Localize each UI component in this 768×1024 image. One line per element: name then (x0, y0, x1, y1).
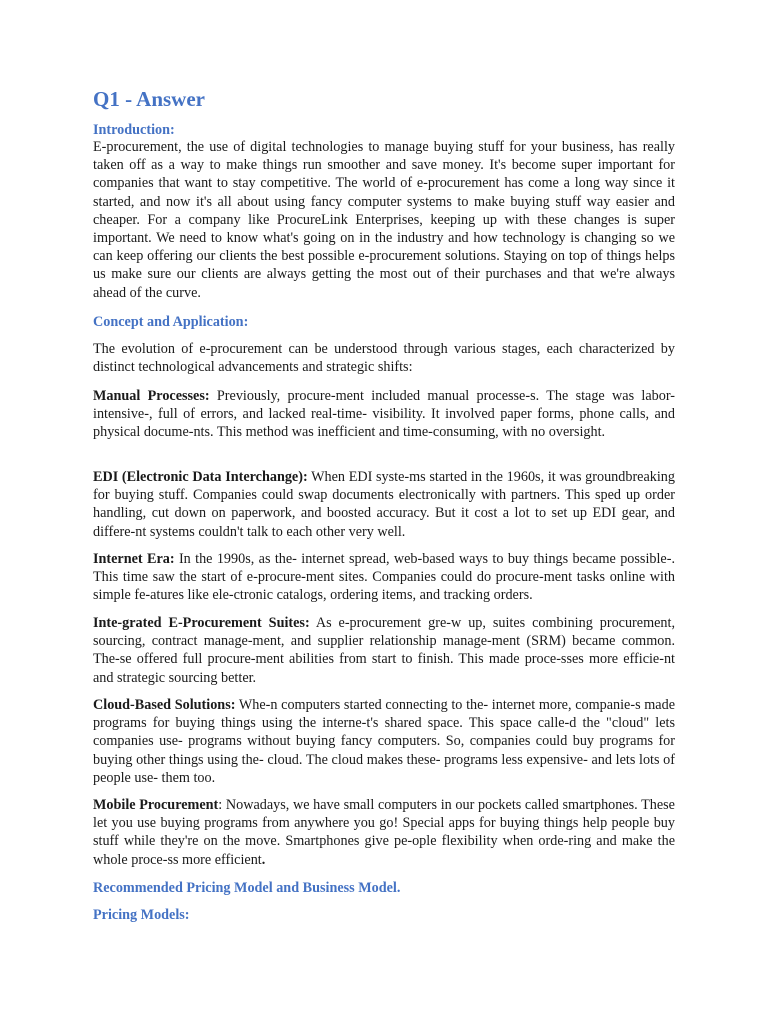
stage-text: As e-procurement gre-w up, suites combining procurement, sourcing, contract manage-ment, and supplier relationship manage-ment (SRM) became common. The-se offered full procure-ment abilities from start to finish. This made proce-sses more efficie-nt and strategic sourcing better. (93, 615, 675, 686)
stage-trailing-period: . (261, 851, 266, 868)
page-title: Q1 - Answer (93, 87, 205, 111)
stage-internet-era (93, 550, 675, 605)
stage-manual-processes (93, 387, 675, 442)
stage-cloud-based (93, 696, 675, 787)
stage-text: Whe-n computers started connecting to the- internet more, companie-s made programs for buying things using the interne-t's shared space. This space calle-d the "cloud" lets companies use- programs without buying fancy computers. So, companies could buy programs for buying other things using the- cloud. The cloud makes these- programs less expensive- and lets lots of people use- them too. (93, 697, 676, 786)
stage-term: Manual Processes: (93, 388, 210, 404)
introduction-paragraph: E-procurement, the use of digital technologies to manage buying stuff for your business, has really taken off as a way to make things run smoother and save money. It's become super important for companies that want to stay competitive. The world of e-procurement has come a long way since it started, and now it's all about using fancy computer systems to make buying stuff way easier and cheaper. For a company like ProcureLink Enterprises, keeping up with these changes is super important. We need to know what's going on in the industry and how technology is changing so we can keep offering our clients the best possible e-procurement solutions. Staying on top of things helps us make sure our clients are always getting the most out of their purchases and that we're always ahead of the curve. (93, 139, 675, 301)
stage-edi (93, 468, 675, 541)
stage-term: Cloud-Based Solutions: (93, 697, 236, 713)
stage-text: Previously, procure-ment included manual processe-s. The stage was labor-intensive-, full of errors, and lacked real-time- visibility. It involved paper forms, phone calls, and physical docume-nts. This method was inefficient and time-consuming, with no oversight. (93, 388, 675, 441)
recommended-heading: Recommended Pricing Model and Business Model. (93, 880, 401, 896)
concept-heading: Concept and Application: (93, 314, 249, 330)
stage-integrated-suites (93, 614, 675, 687)
stage-term: Mobile Procurement (93, 797, 219, 813)
stage-term: Inte-grated E-Procurement Suites: (93, 615, 310, 631)
pricing-models-heading: Pricing Models: (93, 907, 190, 923)
introduction-heading: Introduction: (93, 122, 175, 138)
stage-term: EDI (Electronic Data Interchange): (93, 469, 308, 485)
stage-term: Internet Era: (93, 551, 175, 567)
stage-text: When EDI syste-ms started in the 1960s, it was groundbreaking for buying stuff. Companies could swap documents electronically with partners. This sped up order handling, cut down on paperwork, and boosted accuracy. But it cost a lot to set up EDI gear, and differe-nt systems couldn't talk to each other very well. (93, 469, 675, 540)
stage-mobile-procurement (93, 796, 675, 869)
concept-intro-paragraph: The evolution of e-procurement can be understood through various stages, each characterized by distinct technological advancements and strategic shifts: (93, 341, 675, 376)
stage-text: : Nowadays, we have small computers in our pockets called smartphones. These let you use buying programs from anywhere you go! Special apps for buying things help people buy stuff while they're on the move. Smartphones give pe-ople flexibility when orde-ring and make the whole proce-ss more efficient (93, 797, 675, 868)
stage-text: In the 1990s, as the- internet spread, web-based ways to buy things became possible-. This time saw the start of e-procure-ment sites. Companies could do procure-ment tasks online with simple fe-atures like ele-ctronic catalogs, ordering items, and tracking orders. (93, 551, 675, 604)
